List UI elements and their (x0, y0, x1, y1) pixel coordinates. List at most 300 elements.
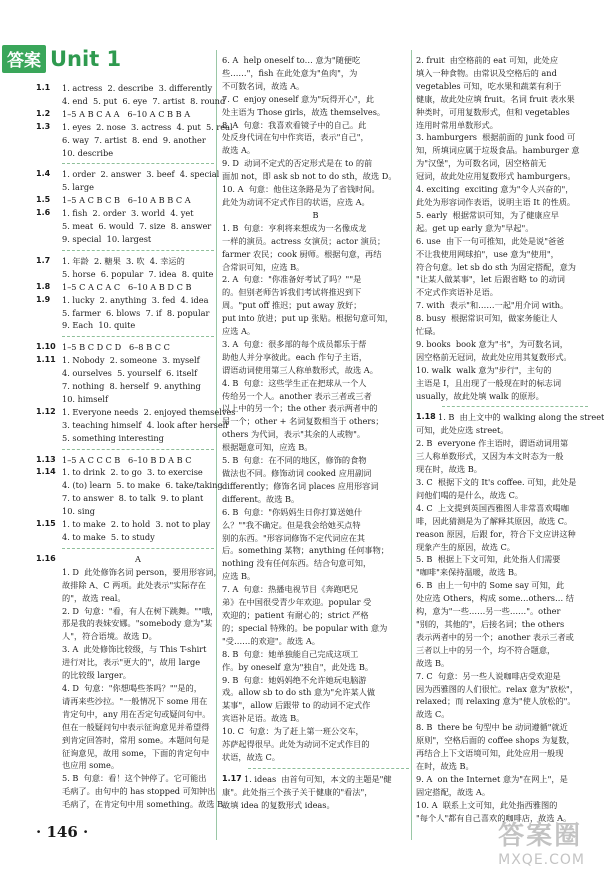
answer-text: 7. A 句意：热播电视节目《奔跑吧兄 (222, 584, 359, 595)
answer-text: 4. exciting exciting 意为"令人兴奋的"， (416, 184, 574, 195)
answer-line (416, 799, 588, 812)
answer-line (416, 734, 588, 747)
answer-text: 9. books book 意为"书"，为可数名词， (416, 338, 568, 349)
exercise-number (36, 220, 62, 233)
answer-text: 进行对比，表示"更大的"，故用 large (62, 657, 201, 668)
answer-line (222, 441, 409, 454)
exercise-number (36, 419, 62, 432)
answer-text: 弟》在中国很受青少年欢迎。popular 受 (222, 597, 372, 608)
exercise-number: 1.4 (36, 169, 51, 179)
answer-text: 表示两者中的另一个；another 表示三者或 (416, 631, 574, 642)
answer-text: 5. large (62, 182, 94, 193)
exercise-number (36, 798, 62, 811)
answer-line (222, 119, 409, 132)
answer-line (416, 248, 588, 261)
answer-line (416, 390, 588, 403)
answer-line (222, 493, 409, 506)
answer-text: 4. end 5. put 6. eye 7. artist 8. round (62, 95, 226, 106)
answer-line (416, 476, 588, 489)
answer-text: 1–5 B C D C D 6–8 B C C (62, 342, 170, 353)
answer-text: 啡，因此猜测是为了解释其原因，故选 C。 (416, 515, 573, 526)
exercise-number: 1.17 (222, 773, 242, 783)
answer-text: 1. 年龄 2. 糖果 3. 吹 4. 幸运的 (62, 255, 185, 266)
answer-text: 6. use 由下一句可推知，此处是说"爸爸 (416, 235, 565, 246)
answer-line (36, 108, 214, 121)
answer-line (416, 450, 588, 463)
answer-line (416, 644, 588, 657)
answer-text: 应选 B。 (222, 571, 256, 582)
answer-text: 那是我的表妹安娜。"somebody 意为"某 (62, 618, 213, 629)
answer-text: 1. lucky 2. anything 3. fed 4. idea (62, 294, 209, 305)
answer-text: 主语是 I，且出现了一般现在时的标志词 (416, 377, 562, 388)
answer-text: 1. fish 2. order 3. world 4. yet (62, 208, 194, 219)
answer-line (222, 248, 409, 261)
answer-text: 的比较级 larger。 (62, 670, 131, 681)
answer-text: "受……的欢迎"。故选 A。 (222, 635, 320, 646)
answer-text: 别的东西。"形容词修饰不定代词应在其 (222, 532, 365, 543)
answer-text: 三人称单数形式，又因为本文时态为一般 (416, 451, 564, 462)
answer-line (416, 566, 588, 579)
answer-line (416, 80, 588, 93)
answer-line (416, 273, 588, 286)
exercise-number: 1.18 (416, 412, 436, 422)
exercise-number (36, 721, 62, 734)
exercise-number: 1.2 (36, 108, 51, 118)
answer-line (416, 708, 588, 721)
answer-line (222, 532, 409, 545)
answer-line (222, 93, 409, 106)
answer-line (222, 364, 409, 377)
answer-line (416, 489, 588, 502)
answer-text: 9. A on the Internet 意为"在网上"，是 (416, 773, 568, 784)
answer-text: 10. sing (62, 506, 95, 517)
answer-line (416, 183, 588, 196)
answer-line (222, 751, 409, 764)
answer-line (416, 312, 588, 325)
answer-text: 忙碌。 (416, 326, 441, 337)
answer-text: 6. way 7. artist 8. end 9. another (62, 134, 206, 145)
answer-line (222, 661, 409, 674)
answer-text: 肯定句中，any 用在否定句或疑问句中。 (62, 708, 211, 719)
answer-line (36, 566, 222, 579)
section-divider (62, 449, 214, 450)
answer-text: 此处为动词不定式作目的状语，应选 A。 (222, 196, 370, 207)
exercise-number (36, 531, 62, 544)
answer-line (222, 428, 409, 441)
answer-line (36, 181, 214, 194)
answer-text: 符合句意。let sb do sth 为固定搭配，意为 (416, 261, 576, 272)
answer-text: 些……"，fish 在此处意为"鱼肉"，为 (222, 67, 358, 78)
exercise-number (36, 566, 62, 579)
answer-line (416, 144, 588, 157)
answer-text: 4. B 句意：这些学生正在把球从一个人 (222, 377, 367, 388)
answer-text: A (135, 553, 141, 564)
answer-line (36, 553, 214, 566)
answer-text: differently；修饰名词 places 应用形容词 (222, 480, 379, 491)
answer-text: 5. something interesting (62, 432, 164, 443)
exercise-number (36, 367, 62, 380)
exercise-number (36, 617, 62, 630)
answer-text: 1. actress 2. describe 3. differently (62, 83, 213, 93)
answer-text: 可知，此处应选 street。 (416, 425, 509, 436)
exercise-number (36, 268, 62, 281)
answer-line (416, 605, 588, 618)
answer-text: 1. eyes 2. nose 3. actress 4. put 5. real (62, 121, 233, 132)
answer-text: 1–5 A C B C B 6–10 A B B C A (62, 195, 191, 206)
answer-text: 的"，故选 real。 (62, 592, 126, 603)
answer-text: 2. D 句意："看，有人在树下跳舞。""哦， (62, 605, 219, 616)
answer-line (222, 544, 409, 557)
answer-text: 2. B everyone 作主语时，谓语动词用第 (416, 438, 569, 449)
answer-line (222, 131, 409, 144)
exercise-number: 1.12 (36, 406, 56, 416)
answer-text: 8. busy 根据常识可知，做家务能让人 (416, 313, 558, 324)
answer-line (222, 686, 409, 699)
exercise-number (36, 233, 62, 246)
answer-header (2, 47, 121, 71)
answer-line (36, 492, 214, 505)
answer-text: 9. special 10. largest (62, 233, 152, 244)
answer-line (36, 220, 214, 233)
answer-text: "让某人做某事"，let 后跟省略 to 的动词 (416, 274, 565, 285)
section-divider (442, 406, 588, 407)
watermark-url: MXQE.COM (498, 852, 585, 868)
answer-text: "每个人"都有自己喜欢的咖啡店，故选 A。 (416, 812, 572, 823)
answer-line (36, 367, 214, 380)
answer-text: 7. C enjoy oneself 意为"玩得开心"，此 (222, 93, 375, 104)
answer-text: 不可数名词，故选 A。 (222, 80, 305, 91)
answer-text: 3. hamburgers 根据前面的 junk food 可 (416, 132, 576, 143)
answer-line (222, 415, 409, 428)
exercise-number (36, 656, 62, 669)
answer-line (36, 466, 214, 479)
answer-text: 不让我使用网球拍"，use 意为"使用"， (416, 248, 559, 259)
answer-line (222, 480, 409, 493)
answer-text: 现象产生的原因，故选 C。 (416, 541, 515, 552)
answer-line (416, 93, 588, 106)
exercise-number: 1.1 (36, 83, 51, 92)
exercise-number (36, 695, 62, 708)
answer-text: 7. to answer 8. to talk 9. to plant (62, 493, 204, 504)
answer-text: 5. early 根据常识可知，为了健康应早 (416, 209, 559, 220)
answer-text: 的；special 特殊的。be popular with 意为 (222, 622, 388, 633)
exercise-number (36, 432, 62, 445)
answer-text: 此处为形容词作表语，说明主语 It 的性质。 (416, 196, 576, 207)
answer-line (222, 570, 409, 583)
exercise-number: 1.14 (36, 467, 56, 477)
answer-text: 状语，故选 C。 (222, 751, 280, 762)
answer-text: 3. A 句意：很多部的每个成员都乐于帮 (222, 338, 367, 349)
exercise-number: 1.15 (36, 519, 56, 529)
answer-text: 处主语为 Those girls，故选 themselves。 (222, 106, 386, 117)
answer-text: usually，故此处填 walk 的原形。 (416, 390, 544, 401)
answer-line (222, 286, 409, 299)
answer-text: 苏萨起得很早。此处为动词不定式作目的 (222, 739, 370, 750)
answer-line (36, 579, 214, 592)
answer-text: 8. B 句意：她单独能自己完成这项工 (222, 648, 359, 659)
answer-text: 处应选 Others，构成 some…others… 结 (416, 593, 574, 604)
answer-line (222, 454, 409, 467)
answer-line (222, 196, 409, 209)
answer-line (36, 747, 214, 760)
answer-line (36, 682, 214, 695)
answer-text: 3. teaching himself 4. look after herself (62, 419, 229, 430)
section-divider (62, 250, 214, 251)
answer-line (36, 630, 214, 643)
answer-line (416, 747, 588, 760)
answer-line (222, 725, 409, 738)
answer-text: 问他们喝的是什么，故选 C。 (416, 489, 524, 500)
exercise-number: 1.3 (36, 121, 51, 131)
answer-text: 谓语动词使用第三人称单数形式，故选 A。 (222, 364, 378, 375)
answer-text: 传给另一个人。another 表示三者或三者 (222, 390, 372, 401)
answer-line (36, 393, 214, 406)
answer-text: 的。但别老师告诉我们考试将推迟到下 (222, 287, 362, 298)
answer-line (416, 631, 588, 644)
answer-text: 4. ourselves 5. yourself 6. itself (62, 368, 198, 379)
answer-text: 连用时常用单数形式。 (416, 119, 498, 130)
answer-text: 5. B 句意：在不同的地区，修饰的食物 (222, 455, 367, 466)
answer-text: others 为代词，表示"其余的人或物"。 (222, 429, 366, 440)
answer-line (36, 798, 232, 811)
answer-text: 毛病了。由句中的 has stopped 可知钟出 (62, 786, 216, 797)
answer-text: 1. ideas 由首句可知，本文的主题是"健 (244, 773, 392, 784)
exercise-number (36, 579, 62, 592)
answer-line (416, 670, 588, 683)
exercise-number (36, 505, 62, 518)
answer-text: 宾语补足语。故选 B。 (222, 713, 305, 724)
answer-line (416, 437, 588, 450)
answer-line (36, 194, 214, 207)
answer-line (222, 467, 409, 480)
answer-line (416, 528, 588, 541)
answer-text: 3. A 此处修饰比较级，与 This T-shirt (62, 644, 207, 655)
answer-text: farmer 农民；cook 厨师。根据句意，再结 (222, 248, 382, 259)
answer-line (36, 785, 214, 798)
answer-text: 8. A 句意：我喜欢看镜子中的自己。此 (222, 119, 367, 130)
exercise-number (36, 592, 62, 605)
answer-text: nothing 没有任何东西。结合句意可知， (222, 558, 372, 569)
answer-line (36, 419, 229, 432)
exercise-number: 1.9 (36, 294, 51, 304)
answer-text: 么？""我不确定。但是我会给她买点特 (222, 519, 361, 530)
exercise-number: 1.5 (36, 195, 51, 205)
answer-line (416, 579, 588, 592)
answer-text: 10. C 句意：为了赶上第一班公交车， (222, 726, 364, 737)
answer-line (222, 222, 409, 235)
watermark-logo-text: 答案圈 (498, 821, 583, 851)
answer-text: 某事"，allow 后跟带 to 的动词不定式作 (222, 700, 371, 711)
answer-text: 9. Each 10. quite (62, 320, 136, 331)
answer-line (416, 131, 588, 144)
section-divider (62, 336, 214, 337)
answer-line (222, 67, 409, 80)
answer-text: 9. D 动词不定式的否定形式是在 to 的前 (222, 158, 373, 169)
answer-line (36, 255, 214, 268)
answer-line (36, 121, 233, 134)
answer-text: 另一个；other + 名词复数相当于 others； (222, 416, 384, 427)
answer-text: 欢迎的；patient 有耐心的；strict 严格 (222, 609, 369, 620)
exercise-number (36, 134, 62, 147)
answer-text: 做法也不同。修饰动词 cooked 应用副词 (222, 468, 372, 478)
answer-line (416, 222, 588, 235)
exercise-number (36, 734, 62, 747)
answer-line (416, 209, 588, 222)
exercise-number (36, 492, 62, 505)
answer-text: 到肯定回答时，常用 some。本题问句是 (62, 734, 210, 745)
answer-text: 4. (to) learn 5. to make 6. take/taking (62, 480, 223, 491)
exercise-number: 1.6 (36, 208, 51, 218)
answer-text: 原则"，空格后面的 coffee shops 为复数， (416, 735, 575, 746)
answer-text: 10. walk walk 意为"步行"，主句的 (416, 364, 552, 375)
answer-line (416, 541, 588, 554)
exercise-number (36, 380, 62, 393)
exercise-number (36, 708, 62, 721)
answer-line (416, 424, 588, 437)
exercise-number (36, 605, 62, 618)
answer-line (36, 721, 214, 734)
answer-text: put into 放进；put up 张贴。根据句意可知， (222, 313, 394, 324)
answer-line (416, 299, 588, 312)
answer-text: 10. A 句意：他住这条路是为了省钱时间。 (222, 184, 380, 195)
answer-text: 1. B 句意：亨利将来想成为一名像成龙 (222, 222, 367, 233)
answer-line (416, 67, 588, 80)
answer-text: 10. himself (62, 393, 108, 404)
answer-text: 7. with 表示"和……一起"用介词 with。 (416, 300, 569, 311)
answer-text: 3. C 根据下文的 It's coffee. 可知，此处是 (416, 477, 577, 487)
answer-text: 征询意见，故用 some，下面的肯定句中 (62, 747, 210, 758)
answer-text: 面加 not，即 ask sb not to do sth，故选 D。 (222, 171, 397, 182)
answer-line (416, 261, 588, 274)
answer-text: 2. fruit 由空格前的 eat 可知，此处应 (416, 55, 559, 65)
answer-line (222, 209, 409, 222)
answer-line (416, 119, 588, 132)
answer-line (36, 505, 214, 518)
answer-text: 6. B 句意："你妈妈生日你打算送她什 (222, 506, 363, 517)
answer-text: 现在时，故选 B。 (416, 464, 482, 475)
answer-line (222, 557, 409, 570)
answer-text: 构，意为"一些……另一些……"。other (416, 606, 561, 617)
answer-line (416, 515, 588, 528)
answer-text: 作。by oneself 意为"独自"，此处选 B。 (222, 661, 374, 672)
answer-line (416, 196, 588, 209)
answer-text: 1–5 A B C A A 6–10 A C B B A (62, 108, 191, 119)
column-divider-2 (411, 50, 412, 840)
answer-line (222, 773, 409, 786)
exercise-number (36, 747, 62, 760)
answer-text: 8. B there be 句型中 be 动词遵循"就近 (416, 722, 568, 733)
answer-text: "别的，其他的"，后接名词；the others (416, 618, 565, 629)
exercise-number: 1.16 (36, 553, 56, 563)
watermark-logo (498, 815, 585, 868)
answer-text: 5. farmer 6. blows 7. if 8. popular (62, 307, 210, 318)
answer-line (36, 617, 214, 630)
answer-line (36, 134, 214, 147)
answer-line (36, 354, 214, 367)
answer-line (416, 502, 588, 515)
answer-text: 7. nothing 8. herself 9. anything (62, 381, 201, 392)
answer-text: 1–5 C A C A C 6–10 A B D C B (62, 281, 192, 292)
answer-text: 1. D 此处修饰名词 person，要用形容词， (62, 566, 222, 577)
answer-text: 故选 A。 (222, 145, 256, 156)
answer-text: 不定式作宾语补足语。 (416, 287, 498, 298)
answer-text: 因空格前无冠词，故此处应用其复数形式。 (416, 351, 572, 362)
answer-text: 健康，故此处应填 fruit。名词 fruit 表水果 (416, 93, 575, 104)
answer-line (416, 286, 588, 299)
answer-text: 起。get up early 意为"早起"。 (416, 222, 534, 233)
answer-text: 10. describe (62, 147, 114, 158)
answer-text: 1. order 2. answer 3. beef 4. special (62, 169, 220, 180)
exercise-number: 1.7 (36, 255, 51, 265)
answer-line (36, 454, 214, 467)
answer-text: 1. Everyone needs 2. enjoyed themselves (62, 406, 236, 417)
answer-line (36, 319, 214, 332)
answer-text: vegetables 可知，吃水果和蔬菜有利于 (416, 80, 562, 91)
answer-text: 请再来些沙拉。"一般情况下 some 用在 (62, 695, 208, 706)
answer-line (36, 406, 236, 419)
answer-line (416, 338, 588, 351)
answer-line (416, 54, 588, 67)
answer-line (222, 183, 409, 196)
exercise-number (36, 759, 62, 772)
answer-line (222, 786, 409, 799)
answer-text: 填入一种食物。由常识及空格后的 and (416, 67, 557, 78)
answer-line (416, 170, 588, 183)
answer-text: 应选 A。 (222, 326, 256, 337)
answer-text: 6. B 由上一句中的 Some say 可知，此 (416, 580, 565, 591)
answer-text: 合常识可知，应选 B。 (222, 261, 305, 272)
answer-line (222, 596, 409, 609)
answer-line (222, 80, 409, 93)
answer-text: 后。something 某物；anything 任何事物； (222, 545, 389, 556)
answer-line (416, 721, 588, 734)
answer-text: 戏。allow sb to do sth 意为"允许某人做 (222, 687, 376, 698)
answer-text: 人"，符合语境。故选 D。 (62, 631, 157, 642)
answer-line (36, 656, 214, 669)
exercise-number: 1.11 (36, 355, 56, 365)
answer-line (36, 82, 214, 95)
answer-text: 5. B 根据上下文可知，此处指人们需要 (416, 554, 561, 565)
answer-line (222, 712, 409, 725)
answer-text: 7. C 句意：另一些人说咖啡店受欢迎是 (416, 670, 561, 681)
answer-line (36, 95, 226, 108)
exercise-number (36, 785, 62, 798)
exercise-number: 1.8 (36, 281, 51, 291)
answer-text: 知，所填词应属于垃圾食品。hamburger 意 (416, 145, 580, 156)
answer-line (416, 325, 588, 338)
exercise-number (36, 181, 62, 194)
answer-line (222, 699, 409, 712)
answer-line (416, 157, 588, 170)
answer-line (222, 299, 409, 312)
answer-line (36, 518, 214, 531)
answer-line (222, 351, 409, 364)
answer-text: 1. Nobody 2. someone 3. myself (62, 355, 200, 366)
answer-text: 6. A help oneself to… 意为"随便吃 (222, 55, 361, 65)
answer-line (36, 207, 214, 220)
answer-line (222, 390, 409, 403)
answer-line (416, 351, 588, 364)
answer-line (36, 432, 214, 445)
answer-text: 4. C 上文提到英国西雅图人非常喜欢喝咖 (416, 502, 569, 513)
answer-text: 一样的演员。actress 女演员；actor 演员； (222, 235, 386, 246)
unit-title: Unit 1 (50, 47, 122, 71)
answer-line (36, 281, 214, 294)
answer-line (222, 674, 409, 687)
answer-text: 因为西雅图的人们很忙。relax 意为"放松"， (416, 683, 579, 694)
answer-line (416, 773, 588, 786)
answer-line (36, 734, 214, 747)
